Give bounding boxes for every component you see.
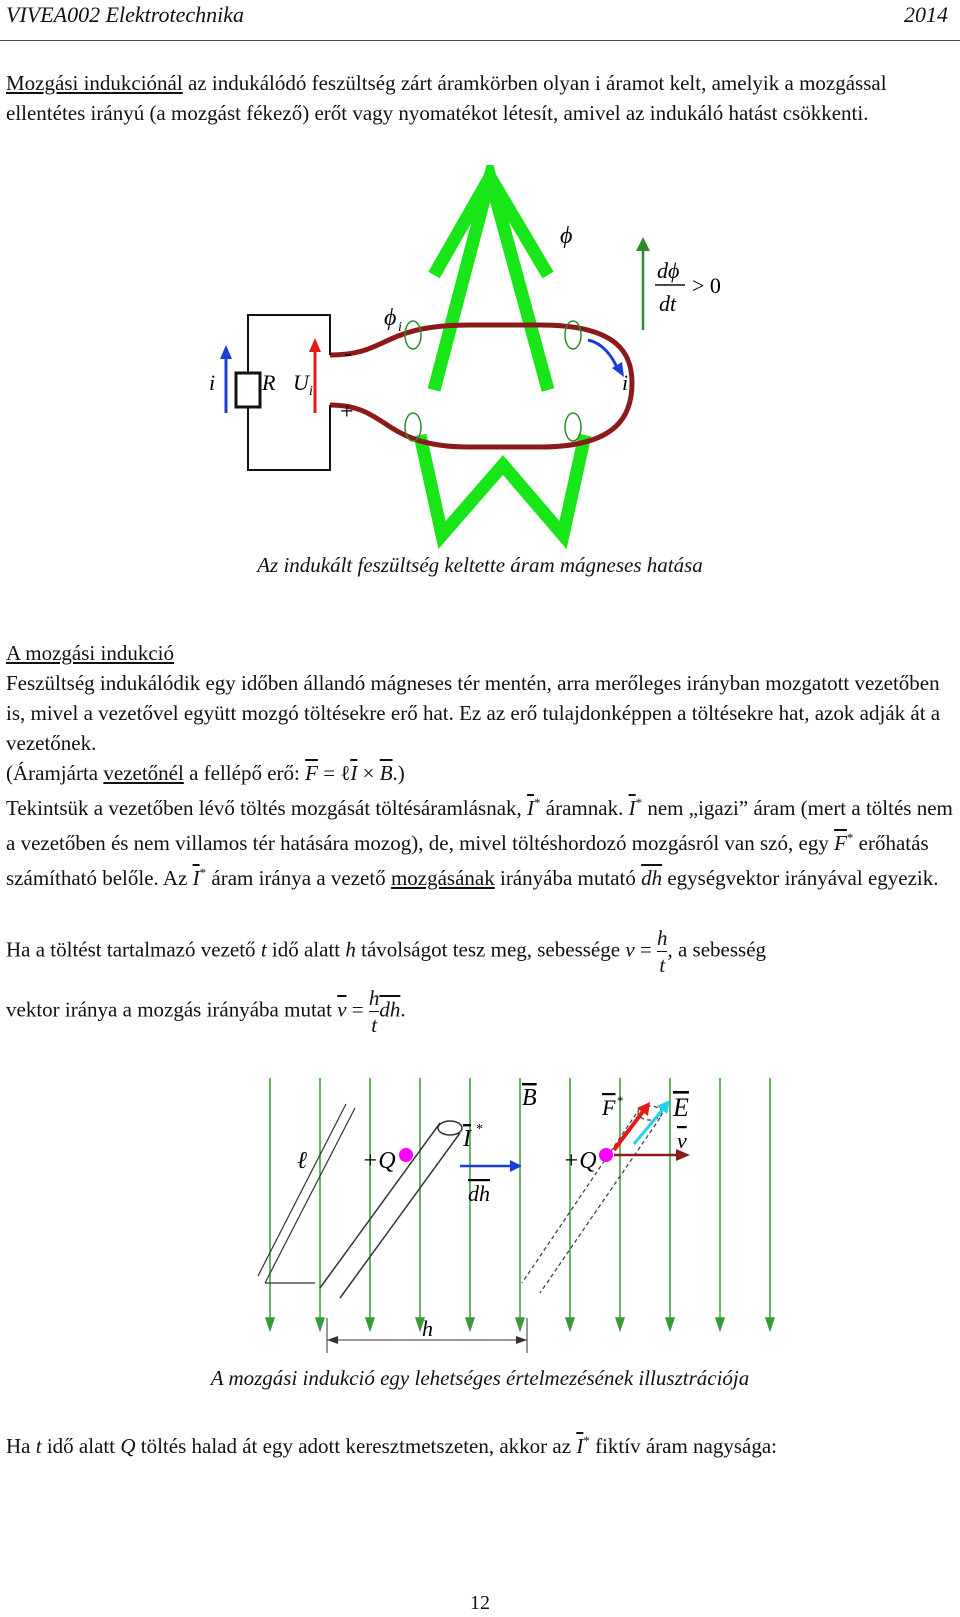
I-star-label: I — [463, 1126, 471, 1152]
moving-conductor-figure — [0, 1078, 960, 1378]
p5-eq: = — [346, 997, 369, 1022]
p5-a: vektor iránya a mozgás irányába mutat — [6, 997, 338, 1022]
paragraph-4 — [6, 925, 956, 978]
p4-h: h — [345, 937, 356, 962]
p4-v: v — [625, 937, 635, 962]
p5-frac-num: h — [368, 986, 380, 1010]
dt-label: dt — [659, 291, 677, 316]
p3-e: áram iránya a vezető — [206, 866, 391, 890]
final-Q: Q — [120, 1434, 136, 1458]
h-label: h — [422, 1316, 433, 1341]
p2-a: (Áramjárta — [6, 761, 104, 785]
charge-right — [599, 1148, 613, 1162]
p3-I3: $\overline{I}$ — [192, 866, 200, 890]
page-number: 12 — [470, 1592, 490, 1614]
p3-link[interactable]: mozgásának — [390, 866, 495, 890]
page-header — [0, 2, 960, 41]
B-label: B — [522, 1085, 537, 1111]
right-i-label: i — [622, 370, 629, 395]
left-current-arrowhead — [220, 345, 232, 359]
figure2-caption: A mozgási indukció egy lehetséges értelmezésének illusztrációja — [210, 1366, 750, 1390]
p3-star3: * — [846, 830, 854, 845]
course-title: VIVEA002 Elektrotechnika — [6, 2, 245, 27]
p3-b: áramnak. — [540, 796, 629, 820]
p4-a: Ha a töltést tartalmazó vezető — [6, 937, 261, 962]
p3-I1: $\overline{I}$ — [527, 796, 535, 820]
paragraph-2 — [6, 758, 956, 788]
p3-I2: $\overline{I}$ — [628, 796, 636, 820]
paragraph-1: Feszültség indukálódik egy időben állandó mágneses tér mentén, arra merőleges irányban mozgatott vezetőben is, mivel a vezetővel együtt mozgó töltésekre erő hat. Ez az erő tulajdonképpen a töltésekre hat, azok adják át a vezetőnek. — [6, 671, 941, 755]
p3-g: egységvektor irányával egyezik. — [662, 866, 939, 890]
F-star-sup: * — [617, 1093, 624, 1108]
figure1-caption: Az indukált feszültség keltette áram mágneses hatása — [257, 553, 703, 577]
rails — [258, 1104, 355, 1283]
E-label: E — [673, 1093, 689, 1122]
final-star: * — [583, 1433, 590, 1448]
section-title — [6, 638, 956, 668]
final-d: fiktív áram nagysága: — [589, 1434, 778, 1458]
Q-right-label: +Q — [563, 1148, 597, 1174]
p2-I: $\overline{I}$ — [350, 761, 358, 785]
p3-a: Tekintsük a vezetőben lévő töltés mozgását töltésáramlásnak, — [6, 796, 528, 820]
U-label: U — [293, 370, 309, 395]
p5-dh: $\overline{dh}$ — [379, 997, 401, 1022]
p3-star4: * — [199, 865, 207, 880]
p4-t: t — [260, 937, 267, 962]
p4-eq: = — [634, 937, 657, 962]
plus-label: + — [340, 399, 354, 425]
h-arrow-left — [327, 1336, 338, 1344]
p5-frac-den: t — [371, 1013, 378, 1037]
dphi-label: dϕ — [657, 258, 680, 283]
ell-label: ℓ — [297, 1148, 307, 1174]
intro-paragraph — [6, 68, 956, 128]
final-a: Ha — [6, 1434, 36, 1458]
intro-link[interactable]: Mozgási indukciónál — [6, 71, 183, 95]
minus-label: - — [344, 341, 352, 367]
intro-text: az indukálódó feszültség zárt áramkörben olyan i áramot kelt, amelyik a mozgással ellentétes irányú (a mozgást fékező) erőt vagy nyomatékot létesít, amivel az indukáló hatást csökkenti. — [6, 71, 887, 125]
p2-eq: = ℓ — [317, 761, 351, 785]
p2-B: $\overline{B}$ — [379, 761, 393, 785]
dphi-arrowhead — [636, 237, 650, 251]
p4-b: idő alatt — [266, 937, 346, 962]
voltage-arrowhead — [309, 338, 321, 352]
final-I: $\overline{I}$ — [576, 1434, 584, 1458]
I-star-sup: * — [476, 1122, 483, 1137]
phi-label: ϕ — [560, 223, 573, 249]
flux-arrow-left — [434, 177, 548, 390]
p4-fraction — [657, 925, 668, 978]
p4-frac-den: t — [659, 953, 666, 977]
final-paragraph — [6, 1426, 956, 1461]
paragraph-5 — [6, 985, 956, 1038]
final-b: idő alatt — [41, 1434, 121, 1458]
left-i-label: i — [209, 370, 216, 395]
conductor-loop — [330, 325, 632, 447]
p3-F: $\overline{F}$ — [834, 831, 847, 855]
p2-b: a fellépő erő: — [183, 761, 306, 785]
paragraph-3 — [6, 788, 956, 893]
p2-link[interactable]: vezetőnél — [103, 761, 184, 785]
p5-fraction — [369, 985, 380, 1038]
section-title-link[interactable]: A mozgási indukció — [6, 641, 174, 665]
p4-d: , a sebesség — [667, 937, 767, 962]
flux-bottom-shape — [420, 435, 585, 535]
F-star-label: F — [602, 1095, 616, 1120]
Q-left-label: +Q — [362, 1148, 396, 1174]
induction-loop-figure — [0, 165, 960, 565]
v-label: v — [677, 1128, 687, 1153]
p3-d: erőhatás számítható belőle. Az — [6, 831, 929, 890]
gt-zero-label: > 0 — [692, 273, 721, 298]
phi-i-label: ϕ — [384, 305, 397, 331]
final-c: töltés halad át egy adott keresztmetszeten, akkor az — [135, 1434, 577, 1458]
p2-F: $\overline{F}$ — [305, 761, 318, 785]
p2-end: .) — [392, 761, 405, 785]
p3-f: irányába mutató — [494, 866, 642, 890]
p2-x: × — [357, 761, 380, 785]
p3-star2: * — [635, 795, 643, 810]
U-subscript: i — [309, 384, 313, 399]
p3-dh: $\overline{dh}$ — [641, 866, 663, 890]
p5-end: . — [400, 997, 406, 1022]
p3-star1: * — [534, 795, 541, 810]
R-label: R — [262, 370, 276, 395]
final-t: t — [35, 1434, 42, 1458]
F-star-arrow — [614, 1110, 644, 1150]
field-lines — [266, 1078, 774, 1330]
dh-label: dh — [468, 1181, 490, 1206]
p3-c: nem „igazi” áram (mert a töltés nem a vezetőben és nem villamos tér hatására mozog), de, mivel töltéshordozó mozgásról van szó, egy — [6, 796, 953, 855]
phi-i-subscript: i — [398, 320, 402, 335]
charge-left — [399, 1148, 413, 1162]
year: 2014 — [904, 2, 948, 27]
p4-frac-num: h — [656, 926, 668, 950]
p5-v: $\overline{v}$ — [337, 997, 347, 1022]
p4-c: távolságot tesz meg, sebessége — [355, 937, 626, 962]
h-arrow-right — [516, 1336, 527, 1344]
